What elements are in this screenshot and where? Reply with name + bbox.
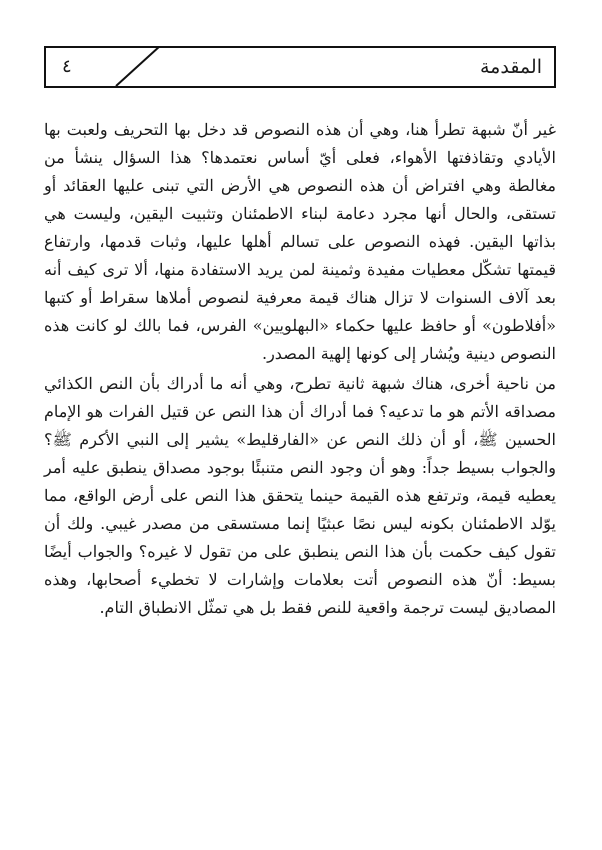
body-text [44, 116, 556, 622]
page-header-box [44, 46, 556, 88]
paragraph-1: غير أنّ شبهة تطرأ هنا، وهي أن هذه النصوص قد دخل بها التحريف ولعبت بها الأيادي وتقاذفتها الأهواء، فعلى أيّ أساس نعتمدها؟ هذا السؤال ينشأ من مغالطة وهي افتراض أن هذه النصوص هي الأرض التي تبنى عليها العقائد أو تستقى، والحال أنها مجرد دعامة لبناء الاطمئنان وتثبيت اليقين، وليست هي بذاتها اليقين. فهذه النصوص على تسالم أهلها عليها، وثبات قدمها، وارتفاع قيمتها تشكّل معطيات مفيدة وثمينة لمن يريد الاستفادة منها، ألا ترى كيف أنه بعد آلاف السنوات لا تزال هناك قيمة معرفية لنصوص أملاها سقراط أو كتبها «أفلاطون» أو حافظ عليها حكماء «البهلويين» الفرس، فما بالك لو كانت هذه النصوص دينية ويُشار إلى كونها إلهية المصدر. [44, 120, 556, 363]
chapter-title: المقدمة [479, 56, 542, 78]
header-divider-slash [108, 46, 168, 88]
page-number: ٤ [62, 56, 72, 77]
paragraph-2: من ناحية أخرى، هناك شبهة ثانية تطرح، وهي أنه ما أدراك بأن النص الكذائي مصداقه الأتم هو ما تدعيه؟ فما أدراك أن هذا النص عن قتيل الفرات هو الإمام الحسين ﷺ، أو أن ذلك النص عن «الفارقليط» يشير إلى النبي الأكرم ﷺ؟ والجواب بسيط جداً: وهو أن وجود النص متنبئًا بوجود مصداق ينطبق عليه أمر يعطيه قيمة، وترتفع هذه القيمة حينما يتحقق هذا النص على أرض الواقع، مما يوّلد الاطمئنان بكونه ليس نصًا عبثيًا إنما مستسقى من مصدر غيبي. ولك أن تقول كيف حكمت بأن هذا النص ينطبق على من تقول لا غيره؟ والجواب أيضًا بسيط: أنّ هذه النصوص أتت بعلامات وإشارات لا تخطيء أصحابها، وهذه المصاديق ليست ترجمة واقعية للنص فقط بل هي تمثّل الانطباق التام. [44, 374, 556, 617]
